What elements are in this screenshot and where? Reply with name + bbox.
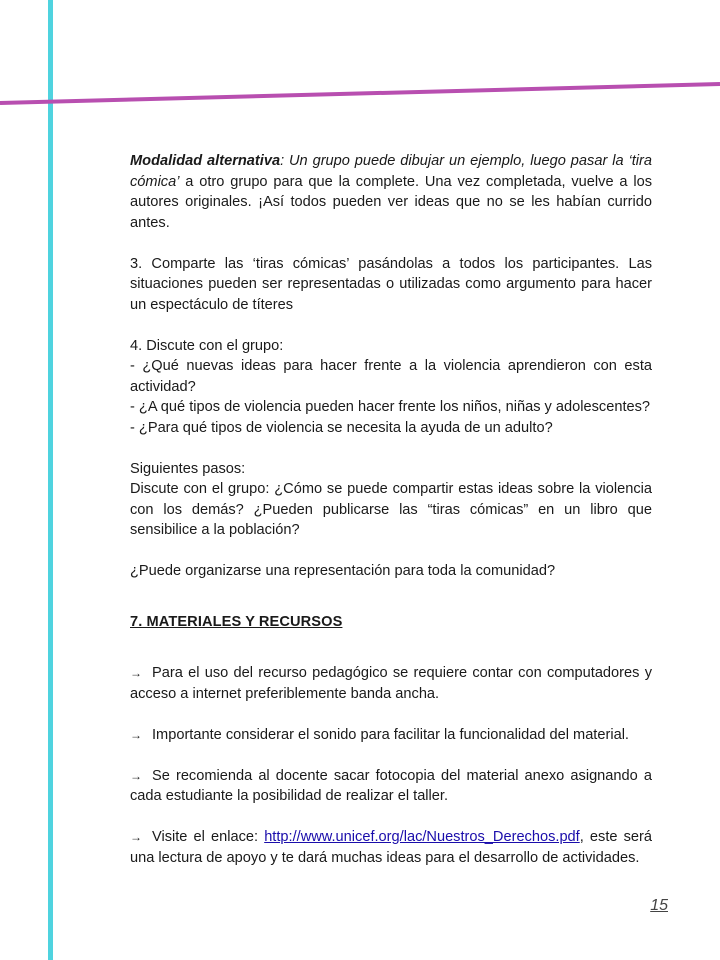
page-number: 15 — [650, 897, 668, 914]
arrow-icon: → — [130, 830, 142, 844]
unicef-link[interactable]: http://www.unicef.org/lac/Nuestros_Derechos.pdf — [264, 829, 580, 845]
magenta-horizontal-line — [0, 0, 720, 120]
arrow-icon: → — [130, 727, 142, 742]
alternative-mode-rest: a otro grupo para que la complete. Una vez completada, vuelve a los autores originales. ¡Así todos pueden ver ideas que no se les habían currido antes. — [130, 173, 652, 231]
section-7-heading: 7. MATERIALES Y RECURSOS — [130, 614, 343, 630]
next-steps-question: ¿Puede organizarse una representación para toda la comunidad? — [130, 563, 556, 579]
document-body — [130, 151, 652, 868]
next-steps-text: Discute con el grupo: ¿Cómo se puede compartir estas ideas sobre la violencia con los demás? ¿Pueden publicarse las “tiras cómicas” en un libro que sensibilice a la población? — [130, 481, 652, 538]
step-4-question-1: - ¿Qué nuevas ideas para hacer frente a la violencia aprendieron con esta actividad? — [130, 358, 652, 395]
step-4-title: 4. Discute con el grupo: — [130, 337, 284, 354]
materials-item-3: → Se recomienda al docente sacar fotocopia del material anexo asignando a cada estudiante la posibilidad de realizar el taller. — [130, 767, 652, 804]
next-steps-title: Siguientes pasos: — [130, 460, 246, 477]
step-4-question-2: - ¿A qué tipos de violencia pueden hacer frente los niños, niñas y adolescentes? — [130, 399, 651, 415]
alternative-mode-label: Modalidad alternativa — [130, 153, 281, 169]
arrow-icon: → — [130, 666, 142, 680]
materials-item-1: → Para el uso del recurso pedagógico se requiere contar con computadores y acceso a internet preferiblemente banda ancha. — [130, 665, 652, 702]
arrow-icon: → — [130, 768, 142, 783]
step-3-paragraph: 3. Comparte las ‘tiras cómicas’ pasándolas a todos los participantes. Las situaciones pueden ser representadas o utilizadas como argumento para hacer un espectáculo de títeres — [130, 255, 652, 313]
cyan-vertical-bar — [48, 0, 53, 960]
alternative-mode-paragraph — [130, 151, 652, 233]
materials-item-2: → Importante considerar el sonido para facilitar la funcionalidad del material. — [130, 725, 652, 746]
step-4-question-3: - ¿Para qué tipos de violencia se necesita la ayuda de un adulto? — [130, 419, 553, 436]
alternative-mode-italic: : Un grupo puede dibujar un ejemplo, luego pasar la ‘tira cómica’ — [130, 153, 652, 190]
materials-item-4: → Visite el enlace: http://www.unicef.org/lac/Nuestros_Derechos.pdf, este será una lectura de apoyo y te dará muchas ideas para el desarrollo de actividades. — [130, 829, 652, 866]
